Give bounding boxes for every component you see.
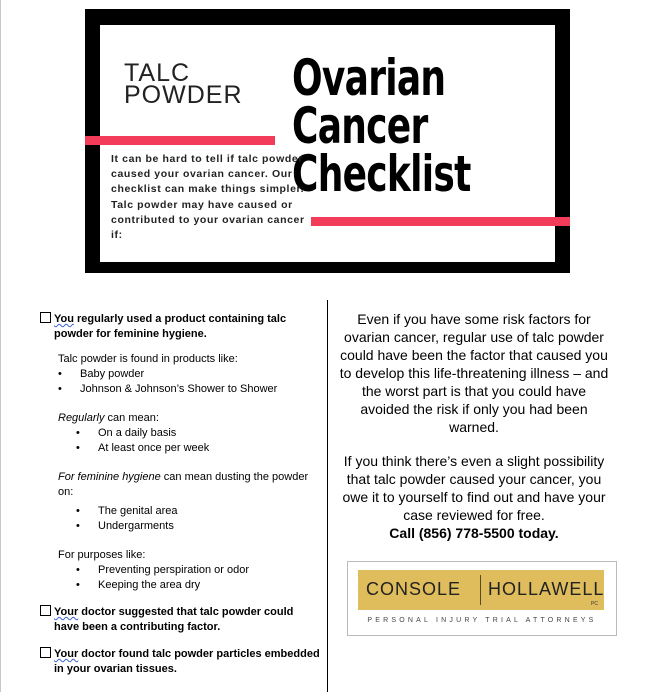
title-line: Checklist — [292, 145, 471, 203]
talc-powder-kicker: TALC POWDER — [124, 59, 243, 109]
checkbox-icon[interactable] — [40, 647, 51, 658]
item-text: You — [54, 313, 74, 325]
item-text: doctor found talc powder particles embedded in your ovarian tissues. — [54, 648, 320, 675]
purposes-intro: For purposes like: — [58, 549, 146, 561]
call-to-action: Call (856) 778-5500 today. — [389, 525, 559, 541]
list-item: • Undergarments — [40, 519, 320, 534]
em: Regularly — [58, 412, 105, 424]
list-item: • The genital area — [40, 504, 320, 519]
list-item: • Keeping the area dry — [40, 578, 320, 593]
text: can mean: — [104, 412, 159, 424]
page-edge — [0, 0, 1, 692]
list-item: • Johnson & Johnson’s Shower to Shower — [40, 382, 320, 397]
logo-plate — [358, 570, 604, 610]
logo-name-left: CONSOLE — [366, 579, 462, 599]
title-line: Cancer — [292, 97, 428, 155]
checklist — [40, 312, 320, 677]
regularly-intro — [58, 411, 320, 426]
paragraph: Even if you have some risk factors for ovarian cancer, regular use of talc powder could have been the factor that caused you to develop this life-threatening illness – and the worst part is that you could have avoided the risk if only you had been warned. — [339, 311, 609, 435]
list-item: • Baby powder — [40, 367, 320, 382]
list-item: • Preventing perspiration or odor — [40, 563, 320, 578]
checkbox-icon[interactable] — [40, 605, 51, 616]
text: can mean dusting the powder on: — [58, 471, 309, 498]
hygiene-intro — [58, 470, 320, 500]
checkbox-icon[interactable] — [40, 312, 51, 323]
logo-pc: PC — [591, 601, 598, 607]
banner-intro: It can be hard to tell if talc powder caused your ovarian cancer. Our checklist can make things simpler. Talc powder may have caused or contributed to your ovarian cancer if: — [111, 153, 305, 242]
paragraph: If you think there’s even a slight possibility that talc powder caused your cancer, you owe it to yourself to find out and have your case reviewed for free. — [342, 453, 606, 523]
accent-bar — [311, 217, 570, 226]
item-text: regularly used a product containing talc powder for feminine hygiene. — [54, 313, 287, 340]
item-text: Your — [54, 606, 79, 618]
list-item: • At least once per week — [40, 441, 320, 456]
em: For feminine hygiene — [58, 471, 161, 483]
checklist-item[interactable] — [40, 647, 320, 677]
logo-tagline: PERSONAL INJURY TRIAL ATTORNEYS — [367, 617, 597, 624]
banner-title — [292, 49, 471, 203]
checklist-item[interactable] — [40, 605, 320, 635]
products-intro: Talc powder is found in products like: — [58, 353, 238, 365]
accent-bar — [85, 136, 275, 145]
item-text: doctor suggested that talc powder could have been a contributing factor. — [54, 606, 294, 633]
firm-logo — [347, 561, 617, 636]
column-divider — [327, 300, 328, 692]
item-text: Your — [54, 648, 79, 660]
title-line: Ovarian — [292, 49, 446, 107]
right-column — [336, 310, 612, 542]
logo-separator — [480, 575, 481, 605]
logo-name-right: HOLLAWELL — [488, 579, 605, 599]
checklist-item[interactable] — [40, 312, 320, 342]
list-item: • On a daily basis — [40, 426, 320, 441]
